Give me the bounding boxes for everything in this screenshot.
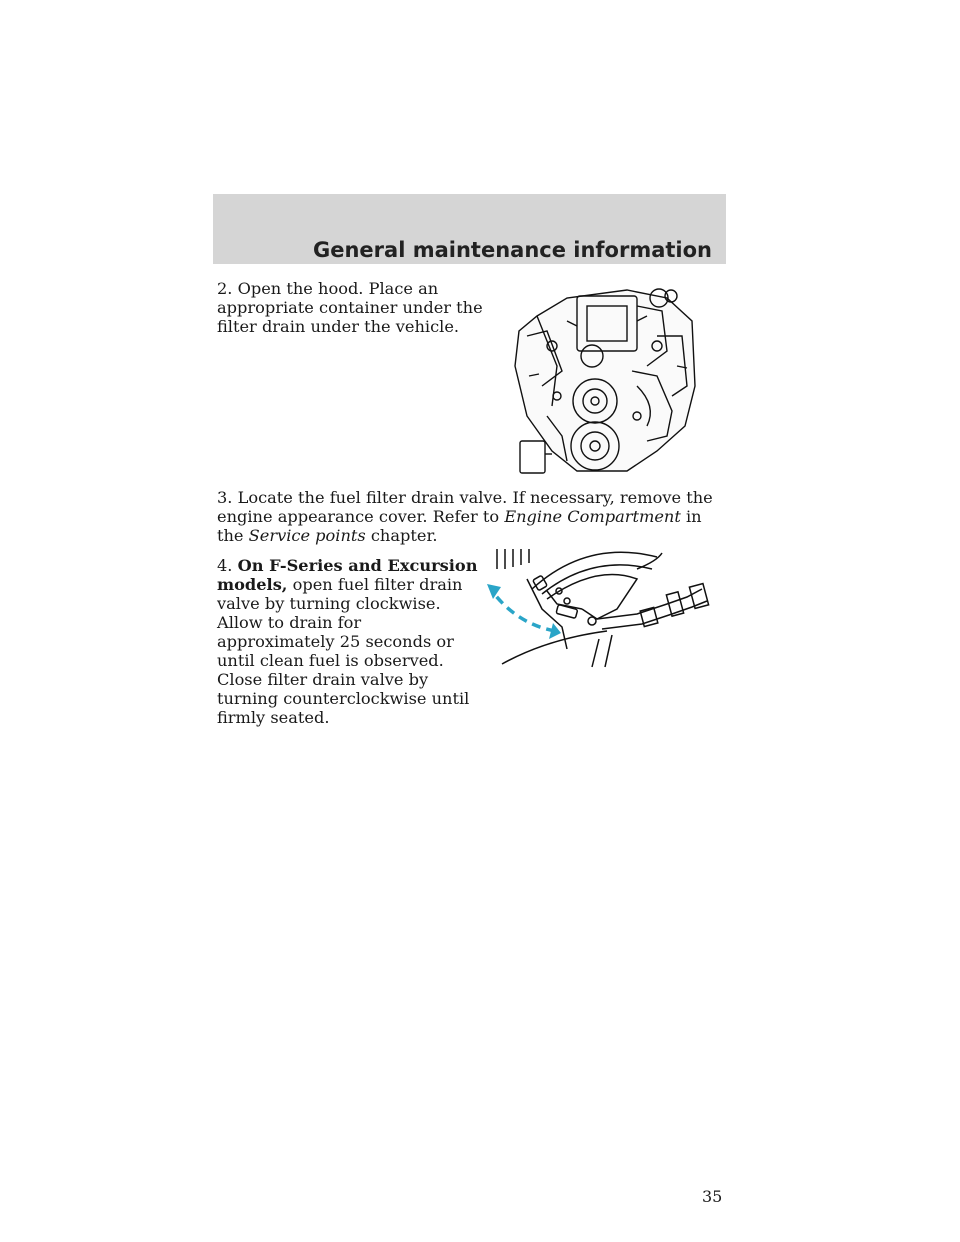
step-3-prefix: 3. Locate the fuel filter drain valve. If necessary, remove the engine appearance cover. Refer to [217,488,713,526]
page-number: 35 [702,1187,723,1206]
step-4-number: 4. [217,556,238,575]
step-3-suffix: chapter. [365,526,438,545]
step-2-text: 2. Open the hood. Place an appropriate container under the filter drain under the vehicle. [217,279,483,336]
section-header-band [213,194,726,264]
section-title: General maintenance information [313,238,712,262]
step-4-model-note: On F-Series and Excursion models, [217,556,478,594]
drain-valve-illustration [487,549,715,671]
engine-illustration [507,276,702,476]
service-points-reference: Service points [248,526,366,545]
step-4-instructions: open fuel filter drain valve by turning clockwise. Allow to drain for approximately 25 seconds or until clean fuel is observed. Close filter drain valve by turning counterclockwise until firmly seated. [217,575,470,727]
step-3-text [217,488,717,545]
step-3-middle: in the [217,507,702,545]
engine-compartment-reference: Engine Compartment [504,507,681,526]
step-4-text [217,556,482,727]
